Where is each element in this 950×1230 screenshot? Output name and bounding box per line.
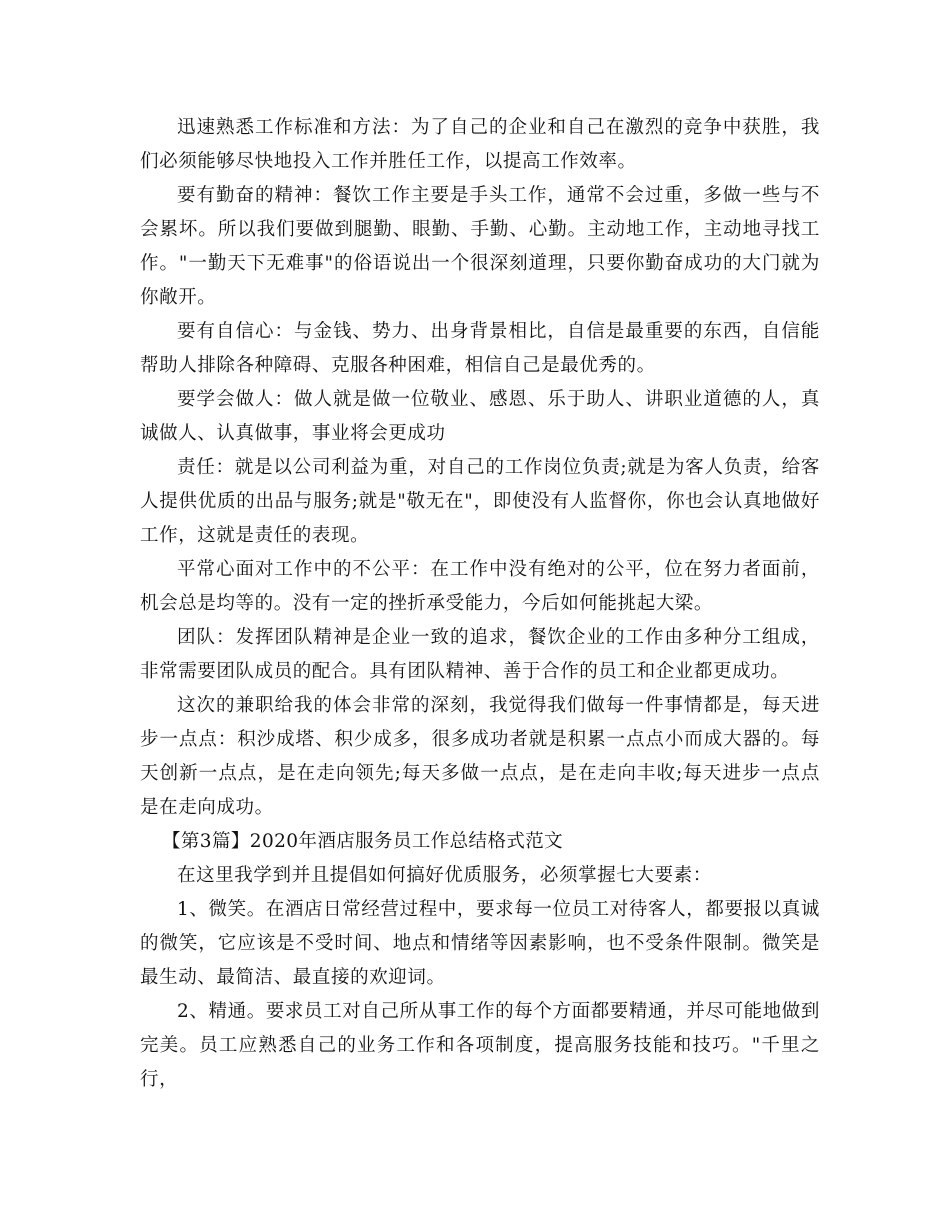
paragraph-teamwork: 团队：发挥团队精神是企业一致的追求，餐饮企业的工作由多种分工组成，非常需要团队成员的配合。具有团队精神、善于合作的员工和企业都更成功。	[140, 627, 820, 682]
paragraph-be-a-good-person: 要学会做人：做人就是做一位敬业、感恩、乐于助人、讲职业道德的人，真诚做人、认真做事，事业将会更成功	[140, 389, 820, 444]
section-heading: 【第3篇】2020年酒店服务员工作总结格式范文	[162, 831, 564, 852]
paragraph-proficiency: 2、精通。要求员工对自己所从事工作的每个方面都要精通，并尽可能地做到完美。员工应熟悉自己的业务工作和各项制度，提高服务技能和技巧。"千里之行，	[140, 1001, 820, 1090]
document-body	[140, 111, 820, 1097]
paragraph-work-standards: 迅速熟悉工作标准和方法：为了自己的企业和自己在激烈的竞争中获胜，我们必须能够尽快地投入工作并胜任工作，以提高工作效率。	[140, 117, 820, 172]
paragraph-diligence: 要有勤奋的精神：餐饮工作主要是手头工作，通常不会过重，多做一些与不会累坏。所以我们要做到腿勤、眼勤、手勤、心勤。主动地工作，主动地寻找工作。"一勤天下无难事"的俗语说出一个很深刻道理，只要你勤奋成功的大门就为你敞开。	[140, 185, 820, 308]
paragraph-responsibility: 责任：就是以公司利益为重，对自己的工作岗位负责;就是为客人负责，给客人提供优质的出品与服务;就是"敬无在"，即使没有人监督你，你也会认真地做好工作，这就是责任的表现。	[140, 457, 820, 546]
paragraph-smile: 1、微笑。在酒店日常经营过程中，要求每一位员工对待客人，都要报以真诚的微笑，它应该是不受时间、地点和情绪等因素影响，也不受条件限制。微笑是最生动、最简洁、最直接的欢迎词。	[140, 899, 820, 988]
paragraph-confidence: 要有自信心：与金钱、势力、出身背景相比，自信是最重要的东西，自信能帮助人排除各种障碍、克服各种困难，相信自己是最优秀的。	[140, 321, 820, 376]
paragraph-reflection: 这次的兼职给我的体会非常的深刻，我觉得我们做每一件事情都是，每天进步一点点：积沙成塔、积少成多，很多成功者就是积累一点点小而成大器的。每天创新一点点，是在走向领先;每天多做一点点，是在走向丰收;每天进步一点点是在走向成功。	[140, 695, 820, 818]
paragraph-seven-elements-intro: 在这里我学到并且提倡如何搞好优质服务，必须掌握七大要素：	[177, 865, 712, 886]
paragraph-unfairness: 平常心面对工作中的不公平：在工作中没有绝对的公平，位在努力者面前，机会总是均等的。没有一定的挫折承受能力，今后如何能挑起大梁。	[140, 559, 820, 614]
